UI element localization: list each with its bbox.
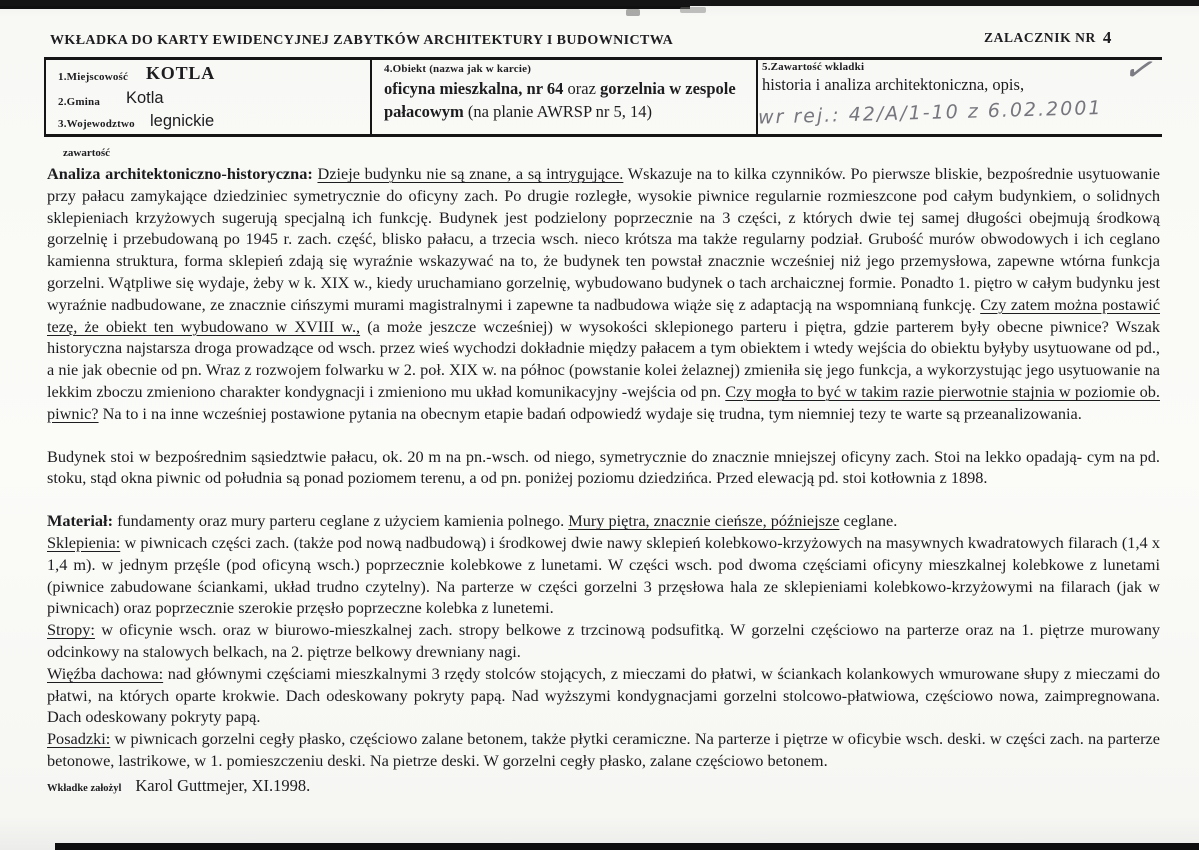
document-body xyxy=(47,147,1160,796)
field-label-miejscowosc: 1.Miejscowość xyxy=(58,71,129,83)
footer-label: Wkładke założyl xyxy=(47,782,122,794)
footer-row xyxy=(47,776,1160,796)
paragraph-sklepienia: Sklepienia: w piwnicach części zach. (także pod nową nadbudową) i środkowej dwie nawy sklepień kolebkowo-krzyżowych na masywnych kwadratowych filarach (1,4 x 1,4 m). w jednym przęśle (pod oficyną wsch.) poprzecznie kolebkowe z lunetami. W części wsch. pod dwoma częściami oficyny mieszkalnej kolebkowe z lunetami (piwnice zabudowane ściankami, układ trudno czytelny). Na parterze w części gorzelni 3 przęsłowa hala ze sklepieniami kolebkowo-krzyżowymi na filarach (jak w piwnicach) oraz poprzecznie szerokie przęsło poprzeczne kolebka z lunetemi. xyxy=(47,532,1160,618)
field-value-wojewodztwo: legnickie xyxy=(150,112,215,130)
scan-artifact-bottom-bar xyxy=(55,843,1199,850)
table-border-top xyxy=(44,57,1162,60)
field-label-wojewodztwo: 3.Wojewodztwo xyxy=(58,118,135,130)
footer-author-date: Karol Guttmejer, XI.1998. xyxy=(135,775,311,795)
paragraph-posadzki: Posadzki: w piwnicach gorzelni cegły płasko, częściowo zalane betonem, także płytki ceramiczne. Na parterze i piętrze w oficybie wsch. deski. w części zach. na parterze betonowe, lastrikowe, w 1. pomieszczeniu deski. Na pietrze deski. W gorzelni cegły płasko, zalane częściowo betonem. xyxy=(47,729,1160,770)
attachment-label: ZALACZNIK NR xyxy=(984,30,1096,45)
field-value-obiekt: oficyna mieszkalna, nr 64 oraz gorzelnia w zespole pałacowym (na planie AWRSP nr 5, 14) xyxy=(384,79,736,121)
field-label-gmina: 2.Gmina xyxy=(58,96,101,108)
scan-speck xyxy=(680,7,706,13)
paragraph-material: Materiał: fundamenty oraz mury parteru ceglane z użyciem kamienia polnego. Mury piętra, znacznie cieńsze, późniejsze ceglane. xyxy=(47,511,898,531)
form-title: WKŁADKA DO KARTY EWIDENCYJNEJ ZABYTKÓW ARCHITEKTURY I BUDOWNICTWA xyxy=(50,33,674,48)
paragraph-stropy: Stropy: w oficynie wsch. oraz w biurowo-mieszkalnej zach. stropy belkowe z trzcinową podsufitką. W gorzelni częściowo na parterze oraz na 1. piętrze murowany odcinkowy na stalowych belkach, na 2. piętrze belkowy drewniany nagi. xyxy=(47,620,1160,661)
field-label-obiekt: 4.Obiekt (nazwa jak w karcie) xyxy=(384,63,532,75)
table-border-bottom xyxy=(44,134,1162,137)
scan-artifact-top-bar xyxy=(0,0,1199,6)
attachment-number: 4 xyxy=(1102,28,1112,47)
paragraph-situation: Budynek stoi w bezpośrednim sąsiedztwie pałacu, ok. 20 m na pn.-wsch. od niego, symetrycznie do znacznie mniejszej oficyny zach. Stoi na lekko opadają- cym na pd. stoku, stąd okna piwnic od południa są ponad poziomem terenu, a od pn. poniżej poziomu dziedzińca. Przed elewacją pd. stoi kotłownia z 1898. xyxy=(47,446,1160,488)
table-border-left xyxy=(44,57,46,137)
paragraph-gap xyxy=(47,489,1160,510)
paragraph-analiza: Analiza architektoniczno-historyczna: Dzieje budynku nie są znane, a są intrygujące. Wskazuje na to kilka czynników. Po pierwsze bliskie, bezpośrednie usytuowanie przy pałacu zamykające dziedziniec symetrycznie do oficyny zach. Po drugie rozległe, wysokie piwnice regularnie rozmieszcone pod całym budynkiem, o solidnych sklepieniach krzyżowych sugerują specjalną ich funkcję. Budynek jest podzielony poprzecznie na 3 części, z których dwie tej samej długości obejmują środkową gorzelnię i przebudowaną po 1945 r. zach. część, blisko pałacu, a trzecia wsch. nieco krótsza ma także regularny podział. Grubość murów obwodowych i ich ceglano kamienna struktura, forma sklepień zdają się wyraźnie wskazywać na to, że budynek ten powstał znacznie wcześniej niż jego przemysłowa, zapewne wtórna funkcja gorzelni. Wątpliwe się wydaje, żeby w k. XIX w., kiedy uruchamiano gorzelnię, wybudowano budynek o tach archaicznej formie. Ponadto 1. piętro w całym budynku jest wyraźnie nadbudowane, ze znacznie cińszymi murami magistralnymi i zapewne ta nadbudowa wiąże się z adaptacją na wspomnianą funkcję. Czy zatem można postawić tezę, że obiekt ten wybudowano w XVIII w., (a może jeszcze wcześniej) w wysokości sklepionego parteru i piętra, gdzie parterem były obecne piwnice? Wszak historyczna najstarsza droga prowadzące od wsch. przez wieś wychodzi dokładnie między pałacem a tym obiektem i wtedy wejścia do obiektu byłyby usytuowane od pd., a nie jak obecnie od pn. Wraz z rozwojem folwarku w 2. poł. XIX w. na północ (powstanie kolei żelaznej) zmieniła się jego funkcja, a wykorzystując jego usytuowanie na lekkim zboczu zmieniono charakter kondygnacji i zmieniono mu układ komunikacyjny -wejścia od pn. Czy mogła to być w takim razie pierwotnie stajnia w poziomie ob. piwnic? Na to i na inne wcześniej postawione pytania na obecnym etapie badań odpowiedź wydaje się trudna, tym niemniej tezy te warte są przeanalizowania. xyxy=(47,164,1160,423)
attachment-number-label xyxy=(984,27,1112,47)
section-label-zawartosc: zawartość xyxy=(63,147,111,159)
field-value-zawartosc: historia i analiza architektoniczna, opis, xyxy=(762,75,1025,94)
table-divider-1 xyxy=(370,57,372,137)
field-value-miejscowosc: KOTLA xyxy=(146,63,216,83)
handwritten-registry-note: wr rej.: 42/A/1-10 z 6.02.2001 xyxy=(757,96,1103,129)
field-value-gmina: Kotla xyxy=(126,89,164,107)
scan-speck xyxy=(626,9,640,16)
paragraph-gap xyxy=(47,425,1160,446)
paragraph-wiezba-dachowa: Więźba dachowa: nad głównymi częściami mieszkalnymi 3 rzędy stolców stojących, z mieczami do płatwi, w ściankach kolankowych wmurowane słupy z mieczami do płatwi, na których oparte krokwie. Dach odeskowany pokryty papą. Nad wyższymi kondygnacjami gorzelni stolcowo-płatwiowa, częściowo nowa, zaimpregnowana. Dach odeskowany pokryty papą. xyxy=(47,663,1160,727)
checkmark-icon: ✓ xyxy=(1118,48,1162,92)
field-label-zawartosc: 5.Zawartość wkladki xyxy=(762,61,865,73)
